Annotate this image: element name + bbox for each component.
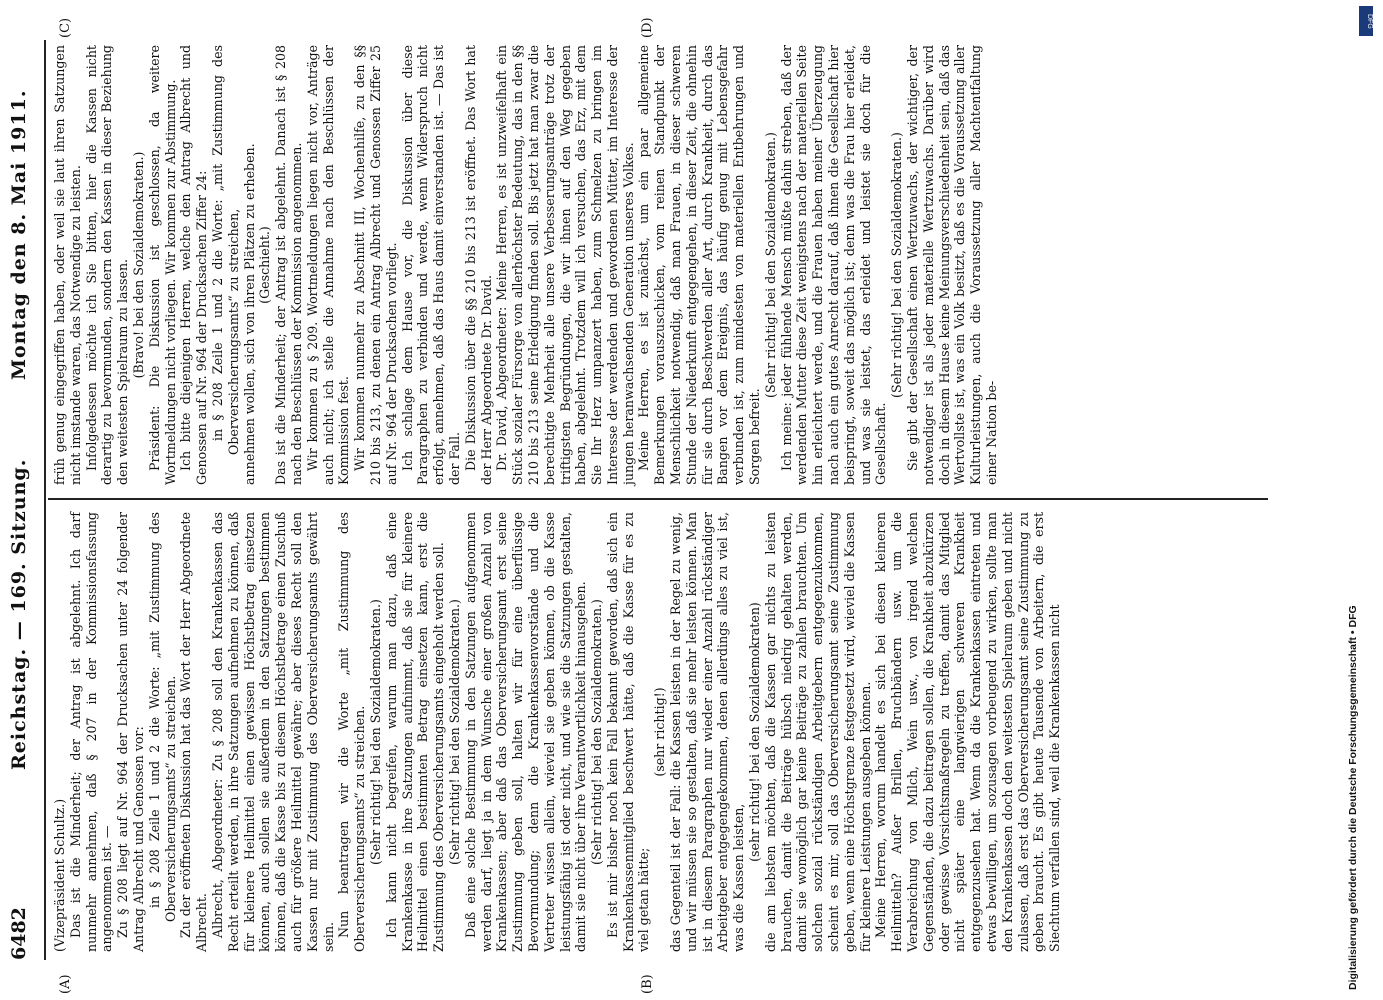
text-column-left (52, 512, 1063, 952)
session-date: Montag den 8. Mai 1911. (8, 89, 30, 380)
text-column-right (52, 45, 1000, 485)
motion-quote: in § 208 Zeile 1 und 2 die Worte: „mit Zustimmung des Oberversicherungsamts“ zu streichen, (209, 45, 241, 455)
interjection: (Sehr richtig! bei den Sozialdemokraten.) (446, 599, 462, 865)
paragraph: Meine Herren, worum handelt es sich bei diesen kleineren Heilmitteln? Außer Brillen, Bruchbändern usw. um die Verabreichung von Milch, Wein usw., von irgend welchen Gegenständen, die dazu beitragen sollen, die Krankheit abzukürzen oder gewisse Vorsichtsmaßregeln zu treffen, damit das Mitglied nicht später eine langwierigen schweren Krankheit entgegenzusehen hat. Wenn da die Krankenkassen eintreten und etwas bewilligen, um sozusagen vorbeugend zu wirken, sollte man den Krankenkassen doch den weitesten Spielraum geben und nicht zulassen, daß erst das Oberversicherungsamt seine Zustimmung zu geben braucht. Es gibt heute Tausende von Arbeitern, die erst Siechtum verfallen sind, weil die Krankenkassen nicht (873, 512, 1063, 952)
paragraph: Ich kann nicht begreifen, warum man dazu, daß eine Krankenkasse in ihre Satzungen aufnimmt, daß sie für kleinere Heilmittel einen bestimmten Betrag einsetzen kann, erst die Zustimmung des Oberversicherungsamts eingeholt werden soll. (383, 512, 447, 952)
paragraph: Daß eine solche Bestimmung in den Satzungen aufgenommen werden darf, liegt ja in dem Wunsche einer großen Anzahl von Krankenkassen; aber daß das Oberversicherungsamt erst seine Zustimmung geben soll, halten wir für eine überflüssige Bevormundung; denn die Krankenkassenvorstände und die Vertreter wissen allein, wieviel sie geben können, ob die Kasse leistungsfähig ist oder nicht, und wie sie die Satzungen gestalten, damit sie nicht über ihre Verantwortlichkeit hinausgehen. (462, 512, 589, 952)
paragraph: Wir kommen nunmehr zu Abschnitt III, Wochenhilfe, zu den §§ 210 bis 213, zu denen ein Antrag Albrecht und Genossen Ziffer 25 auf Nr. 964 der Drucksachen vorliegt. (352, 45, 399, 485)
interjection: (Sehr richtig! bei den Sozialdemokraten.) (589, 599, 605, 865)
paragraph: Infolgedessen möchte ich Sie bitten, hier die Kassen nicht derartig zu bevormunden, sondern den Kassen in dieser Beziehung den weitesten Spielraum zu lassen. (83, 45, 131, 485)
paragraph: Es ist mir bisher noch kein Fall bekannt geworden, daß sich ein Krankenkassenmitglied beschwert hätte, daß die Kasse für es zu viel getan hätte; (604, 512, 652, 952)
session-title: Reichstag. — 169. Sitzung. (8, 458, 30, 770)
paragraph: Ich schlage dem Hause vor, die Diskussion über diese Paragraphen zu verbinden und werde, wenn Widerspruch nicht erfolgt, annehmen, daß das Haus damit einverstanden ist. — Das ist der Fall. (399, 45, 462, 485)
interjection: (Sehr richtig! bei den Sozialdemokraten.) (367, 599, 383, 865)
digitization-text: Digitalisierung gefördert durch die Deutsche Forschungsgemeinschaft • DFG (1347, 605, 1359, 990)
paragraph: die am liebsten möchten, daß die Kassen gar nichts zu leisten brauchen, damit die Beiträge hübsch niedrig gehalten werden, damit sie womöglich gar keine Beiträge zu zahlen brauchten. Um solchen sozial rückständigen Arbeitgebern entgegenzukommen, scheint es mir, soll das Oberversicherungsamt seine Zustimmung geben, wenn eine Höchstgrenze festgesetzt wird, wieviel die Kassen für kleinere Leistungen ausgeben können. (762, 512, 873, 952)
interjection: (Sehr richtig! bei den Sozialdemokraten.) (889, 132, 905, 398)
paragraph: Das ist die Minderheit; der Antrag ist abgelehnt. Danach ist § 208 nach den Beschlüssen der Kommission angenommen. (273, 45, 304, 485)
paragraph: das Gegenteil ist der Fall: die Kassen leisten in der Regel zu wenig, und wir müssen sie so gestalten, daß sie mehr leisten können. Man ist in diesem Paragraphen nur wieder einer Anzahl rückständiger Arbeitgeber entgegengekommen, denen allerdings alles zu viel ist, was die Kassen leisten, (668, 512, 747, 952)
paragraph: annehmen wollen, sich von ihren Plätzen zu erheben. (241, 143, 257, 485)
column-divider (48, 498, 1268, 500)
paragraph: früh genug eingegriffen haben, oder weil sie laut ihren Satzungen nicht imstande waren, das Notwendige zu leisten. (52, 45, 83, 485)
motion-quote: in § 208 Zeile 1 und 2 die Worte: „mit Zustimmung des Oberversicherungsamts“ zu streichen. (146, 512, 178, 922)
margin-letter-b: (B) (640, 974, 655, 994)
interjection: (Sehr richtig! bei den Sozialdemokraten.) (762, 132, 778, 398)
paragraph: Wir kommen zu § 209. Wortmeldungen liegen nicht vor, Anträge auch nicht; ich stelle die Annahme nach den Beschlüssen der Kommission fest. (304, 45, 352, 485)
speaker-note: (Vizepräsident Schultz.) (52, 798, 67, 952)
interjection: (sehr richtig! bei den Sozialdemokraten) (747, 602, 763, 862)
interjection: (Geschieht.) (257, 226, 273, 304)
paragraph: Das ist die Minderheit; der Antrag ist abgelehnt. Ich darf nunmehr annehmen, daß § 207 in der Kommissionsfassung angenommen ist. — (67, 512, 115, 952)
paragraph: Die Diskussion über die §§ 210 bis 213 ist eröffnet. Das Wort hat der Herr Abgeordnete Dr. David. (462, 45, 494, 485)
paragraph: Ich meine: jeder fühlende Mensch müßte dahin streben, daß der werdenden Mutter diese Zeit wenigstens nach der materiellen Seite hin erleichtert werde, und die Frauen haben meiner Überzeugung nach auch ein gutes Anrecht darauf, daß ihnen die Gesellschaft hier beispringt, soweit das möglich ist; denn was die Frau hier erleidet, und was sie leistet, das erleidet und leistet sie doch für die Gesellschaft. (778, 45, 889, 485)
paragraph: Nun beantragen wir die Worte „mit Zustimmung des Oberversicherungsamts“ zu streichen. (336, 512, 368, 952)
running-header (8, 40, 48, 960)
header-rule (44, 40, 46, 960)
speech-president: Präsident: Die Diskussion ist geschlossen, da weitere Wortmeldungen nicht vorliegen. Wir kommen zur Abstimmung. (146, 45, 178, 485)
speech-david: Dr. David, Abgeordneter: Meine Herren, es ist unzweifelhaft ein Stück sozialer Fürsorge von allerhöchster Bedeutung, das in den §§ 210 bis 213 seine Erledigung finden soll. Bis jetzt hat man zwar die berechtigte Mehrheit alle unsere Verbesserungsanträge trotz der triftigsten Begründungen, die wir ihnen auf den Weg gegeben haben, abgelehnt. Trotzdem will ich versuchen, das Erz, mit dem Sie Ihr Herz umpanzert haben, zum Schmelzen zu bringen im Interesse der werdenden und gewordenen Mütter, im Interesse der jungen heranwachsenden Generation unseres Volkes. (494, 45, 636, 485)
margin-letter-d: (D) (640, 17, 655, 38)
margin-letter-a: (A) (58, 974, 73, 994)
speech-albrecht: Albrecht, Abgeordneter: Zu § 208 soll den Krankenkassen das Recht erteilt werden, in ihre Satzungen aufnehmen zu können, daß für kleinere Heilmittel einen gewissen Höchstbetrag einsetzen können, auch sollen sie außerdem in den Satzungen bestimmen können, daß die Kasse bis zu diesem Höchstbetrage einen Zuschuß auch für größere Heilmittel gewähre; aber dieses Recht soll den Kassen nur mit Zustimmung des Oberversicherungsamts gewährt sein. (209, 512, 336, 952)
page-number: 6482 (8, 907, 30, 960)
paragraph: Sie gibt der Gesellschaft einen Wertzuwachs, der wichtiger, der notwendiger ist als jeder materielle Wertzuwachs. Darüber wird doch in diesem Hause keine Meinungsverschiedenheit sein, daß das Wertvollste ist, was ein Volk besitzt, daß es die Voraussetzung aller Kulturleistungen, auch die Voraussetzung aller Machtentfaltung einer Nation be- (905, 45, 1000, 485)
margin-letter-c: (C) (58, 17, 73, 38)
interjection: (sehr richtig!) (652, 687, 668, 777)
dfg-logo: DFG (1359, 6, 1373, 36)
paragraph: Zu der eröffneten Diskussion hat das Wort der Herr Abgeordnete Albrecht. (178, 512, 210, 952)
paragraph: Meine Herren, es ist zunächst, um ein paar allgemeine Bemerkungen vorauszuschicken, vom reinen Standpunkt der Menschlichkeit notwendig, daß man Frauen, in dieser schweren Stunde der Niederkunft entgegengehen, in dieser Zeit, die ohnehin für sie durch Beschwerden aller Art, durch Krankheit, durch das Bangen vor dem Ereignis, das häufig genug mit Lebensgefahr verbunden ist, zum mindesten von materiellen Entbehrungen und Sorgen befreit. (636, 45, 763, 485)
paragraph: Ich bitte diejenigen Herren, welche den Antrag Albrecht und Genossen auf Nr. 964 der Drucksachen Ziffer 24: (178, 45, 210, 485)
interjection: (Bravo! bei den Sozialdemokraten.) (130, 151, 146, 379)
digitization-note (1347, 10, 1377, 990)
paragraph: Zu § 208 liegt auf Nr. 964 der Drucksachen unter 24 folgender Antrag Albrecht und Genossen vor: (115, 512, 146, 952)
